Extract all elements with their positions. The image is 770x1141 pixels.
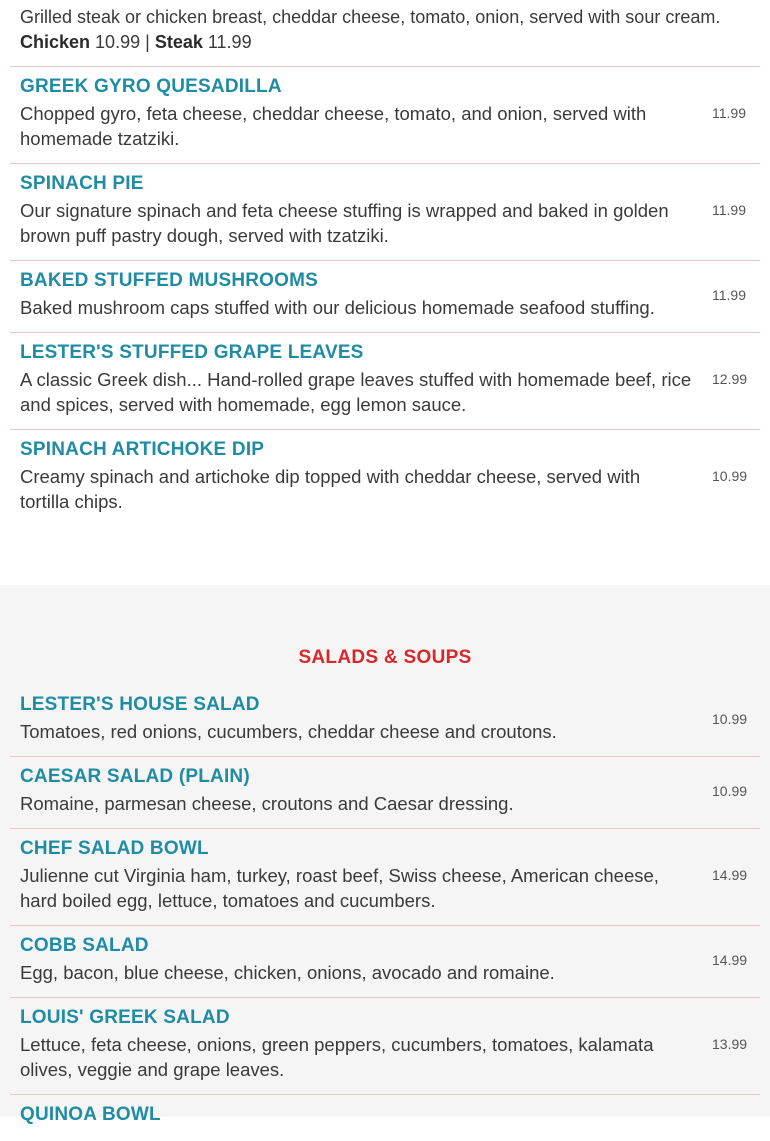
item-description: Creamy spinach and artichoke dip topped with cheddar cheese, served with tortilla chips. — [20, 466, 641, 512]
menu-item — [10, 757, 760, 829]
item-description: Baked mushroom caps stuffed with our delicious homemade seafood stuffing. — [20, 297, 655, 318]
item-price: 11.99 — [712, 105, 746, 121]
menu-item — [10, 260, 760, 332]
item-description: Chopped gyro, feta cheese, cheddar cheese, tomato, and onion, served with homemade tzatziki. — [20, 103, 647, 149]
item-name: LOUIS' GREEK SALAD — [20, 1007, 230, 1028]
option-steak-label: Steak — [154, 32, 203, 52]
intro-description: Grilled steak or chicken breast, cheddar cheese, tomato, onion, served with sour cream. — [20, 7, 721, 27]
item-description: Julienne cut Virginia ham, turkey, roast beef, Swiss cheese, American cheese, hard boiled egg, lettuce, tomatoes and cucumbers. — [20, 865, 659, 911]
item-name: LESTER'S STUFFED GRAPE LEAVES — [20, 342, 364, 363]
item-price: 13.99 — [712, 1036, 748, 1052]
item-price: 10.99 — [712, 782, 748, 799]
option-steak-price: 11.99 — [207, 32, 252, 52]
item-name: LESTER'S HOUSE SALAD — [20, 694, 260, 715]
item-description: Romaine, parmesan cheese, croutons and Caesar dressing. — [20, 793, 514, 814]
menu-item — [10, 163, 760, 260]
menu-item — [10, 66, 760, 163]
item-description: A classic Greek dish... Hand-rolled grape leaves stuffed with homemade beef, rice and spices, served with homemade, egg lemon sauce. — [20, 369, 692, 415]
salads-soups-section — [0, 585, 770, 1125]
item-name: GREEK GYRO QUESADILLA — [20, 76, 282, 97]
item-price: 14.99 — [712, 951, 748, 968]
menu-item — [10, 332, 760, 429]
item-description: Tomatoes, red onions, cucumbers, cheddar cheese and croutons. — [20, 721, 557, 742]
menu-item — [10, 429, 760, 526]
section-title: SALADS & SOUPS — [298, 647, 472, 668]
menu-item — [10, 829, 760, 926]
item-description: Lettuce, feta cheese, onions, green peppers, cucumbers, tomatoes, kalamata olives, veggie and grape leaves. — [20, 1034, 654, 1080]
item-name: CHEF SALAD BOWL — [20, 838, 209, 859]
option-separator: | — [145, 32, 150, 52]
option-chicken-price: 10.99 — [95, 32, 141, 52]
item-name: BAKED STUFFED MUSHROOMS — [20, 270, 319, 291]
item-name: QUINOA BOWL — [20, 1104, 161, 1125]
quesadilla-intro — [10, 0, 760, 66]
item-price: 10.99 — [712, 468, 748, 484]
item-name: SPINACH ARTICHOKE DIP — [20, 439, 265, 460]
menu-item — [10, 685, 760, 757]
intro-price-options — [20, 30, 750, 66]
menu-item — [10, 1095, 760, 1141]
item-price: 11.99 — [712, 202, 746, 218]
menu-item — [10, 926, 760, 998]
item-description: Egg, bacon, blue cheese, chicken, onions, avocado and romaine. — [20, 962, 555, 983]
item-name: CAESAR SALAD (PLAIN) — [20, 766, 250, 787]
item-price: 12.99 — [712, 371, 748, 387]
item-name: SPINACH PIE — [20, 173, 144, 194]
item-price: 14.99 — [712, 867, 748, 883]
item-name: COBB SALAD — [20, 935, 149, 956]
item-description: Our signature spinach and feta cheese stuffing is wrapped and baked in golden brown puff pastry dough, served with tzatziki. — [20, 200, 669, 246]
option-chicken-label: Chicken — [20, 32, 91, 52]
item-price: 11.99 — [712, 286, 746, 303]
item-price: 10.99 — [712, 710, 748, 727]
menu-item — [10, 998, 760, 1095]
